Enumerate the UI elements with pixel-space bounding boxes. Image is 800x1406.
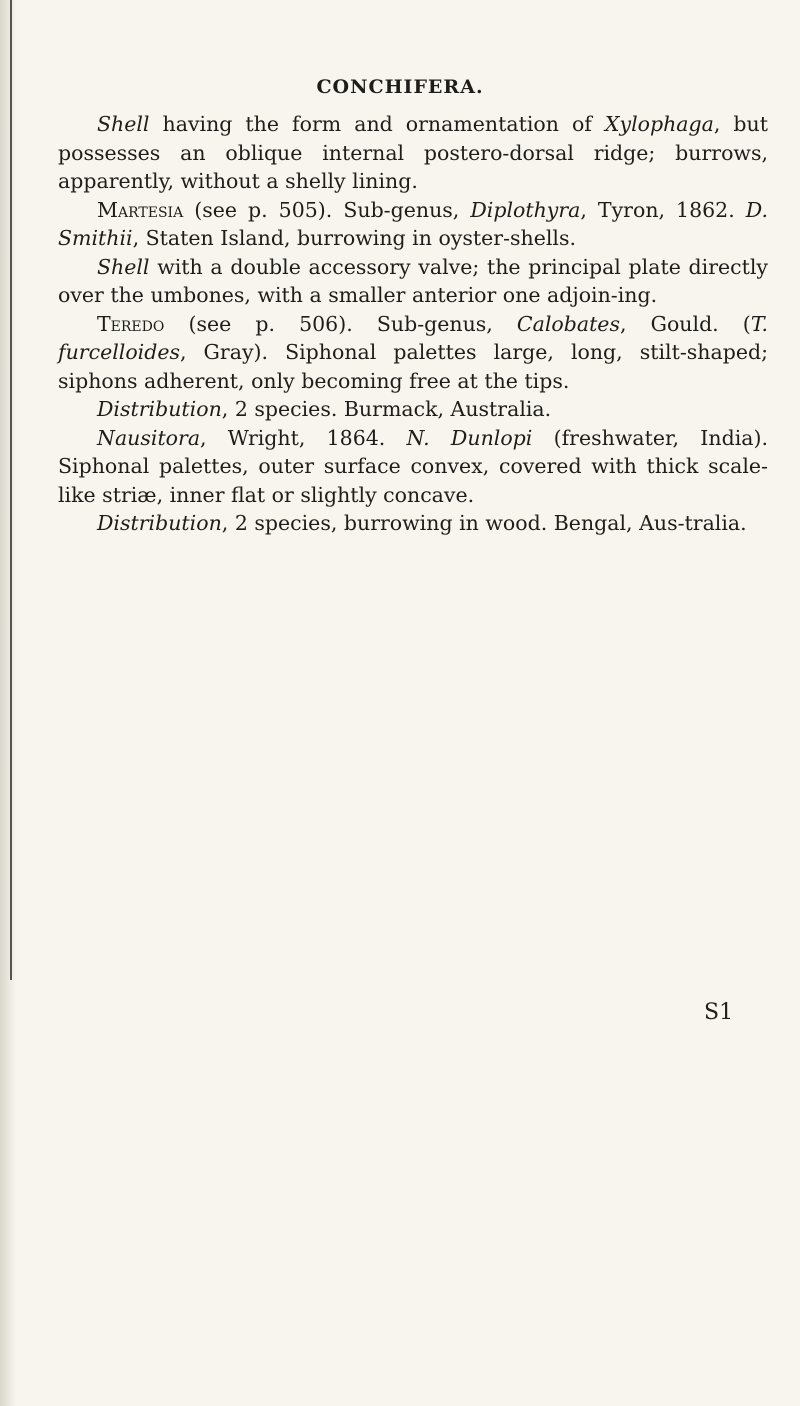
text-run: , 2 species. Burmack, Australia.: [221, 397, 552, 421]
italic-text: N. Dunlopi: [406, 425, 533, 450]
page-gutter-shadow: [0, 0, 16, 1406]
text-run: , Gray). Siphonal palettes large, long, stilt-shaped; siphons adherent, only becoming free at the tips.: [58, 340, 768, 393]
text-run: with a double accessory valve; the principal plate directly over the umbones, with a smaller anterior one adjoin-ing.: [58, 254, 768, 307]
italic-text: Diplothyra: [470, 197, 581, 222]
italic-text: Shell: [97, 254, 150, 279]
paragraph: [58, 253, 768, 310]
signature-mark: S1: [704, 1000, 734, 1025]
binding-edge-line: [10, 0, 12, 980]
paragraph: [58, 509, 768, 538]
small-caps-text: Teredo: [97, 311, 165, 336]
italic-text: Xylophaga: [604, 112, 714, 136]
paragraph: [58, 110, 768, 196]
small-caps-text: Martesia: [97, 197, 184, 222]
text-run: , Tyron, 1862.: [580, 197, 746, 222]
paragraph: [58, 424, 768, 510]
text-run: , Staten Island, burrowing in oyster-shells.: [132, 226, 577, 250]
text-run: , Wright, 1864.: [200, 425, 407, 450]
text-run: , 2 species, burrowing in wood. Bengal, Aus-tralia.: [221, 511, 747, 535]
italic-text: Nausitora: [97, 425, 201, 450]
text-run: having the form and ornamentation of: [149, 112, 605, 136]
paragraph: [58, 310, 768, 396]
running-header: CONCHIFERA.: [316, 76, 484, 98]
paragraph: [58, 395, 768, 424]
text-run: (freshwater, India). Siphonal palettes, outer surface convex, covered with thick scale-like striæ, inner flat or slightly concave.: [58, 425, 768, 507]
italic-text: Shell: [97, 112, 150, 136]
text-run: (see p. 506). Sub-genus,: [164, 311, 517, 336]
text-run: (see p. 505). Sub-genus,: [183, 197, 471, 222]
text-run: , but possesses an oblique internal postero-dorsal ridge; burrows, apparently, without a shelly lining.: [58, 112, 768, 193]
text-run: , Gould. (: [619, 311, 751, 336]
italic-text: Distribution: [97, 397, 222, 421]
italic-text: T. furcelloides: [58, 311, 768, 364]
body-text: [58, 110, 768, 538]
paragraph: [58, 196, 768, 253]
italic-text: Distribution: [97, 511, 222, 535]
italic-text: Calobates: [516, 311, 620, 336]
italic-text: D. Smithii: [58, 197, 768, 250]
